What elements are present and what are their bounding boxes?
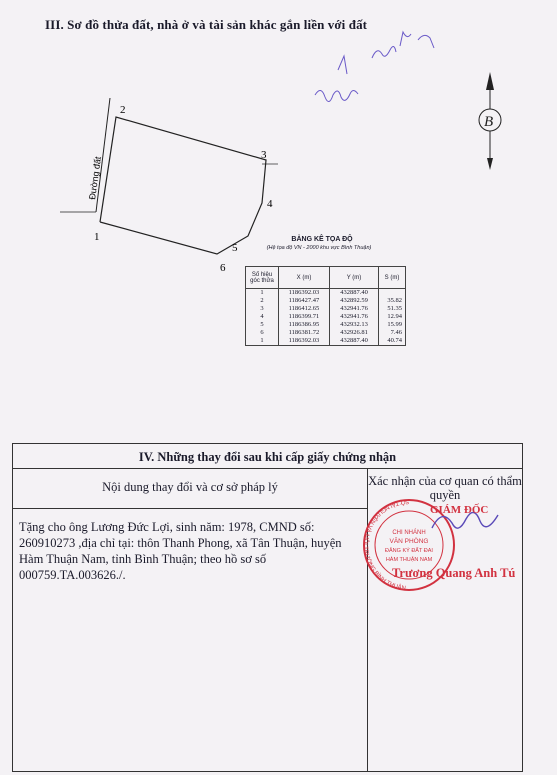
point-label-6: 6 <box>220 262 226 274</box>
stamp-ring-text: SỞ TÀI NGUYÊN VÀ MÔI TRƯỜNG BÌNH THUẬN <box>362 497 410 592</box>
row-y: 432932.13 <box>330 321 379 329</box>
table-row <box>246 297 406 305</box>
row-x: 1186392.03 <box>279 337 330 346</box>
coord-table-caption <box>262 236 382 251</box>
table-row <box>246 313 406 321</box>
confirmation-column-header: Xác nhận của cơ quan có thẩm quyền <box>368 474 522 502</box>
row-y: 432941.76 <box>330 313 379 321</box>
coord-table-subtitle: (Hệ tọa độ VN - 2000 khu vực Bình Thuận) <box>266 245 372 251</box>
table-row <box>246 337 406 346</box>
row-id: 3 <box>246 305 279 313</box>
road-label: Đường đất <box>87 155 104 201</box>
row-id: 1 <box>246 289 279 298</box>
row-s: 7.46 <box>379 329 406 337</box>
row-s: 12.94 <box>379 313 406 321</box>
row-s: 40.74 <box>379 337 406 346</box>
table-row <box>246 305 406 313</box>
stamp-line-1: CHI NHÁNH <box>392 530 426 536</box>
row-x: 1186412.65 <box>279 305 330 313</box>
coord-header-s: S (m) <box>379 267 406 289</box>
change-content: Tặng cho ông Lương Đức Lợi, sinh năm: 1978, CMND số: 260910273 ,địa chỉ tại: thôn Thanh Phong, xã Tân Thuận, huyện Hàm Thuận Nam, tỉnh Bình Thuận; theo hồ sơ số 000759.TA.003626./. <box>19 520 342 582</box>
row-id: 4 <box>246 313 279 321</box>
changes-column-header: Nội dung thay đổi và cơ sở pháp lý <box>102 480 278 494</box>
table-row <box>246 321 406 329</box>
stamp-line-4: HÀM THUẬN NAM <box>385 557 433 563</box>
row-x: 1186392.03 <box>279 289 330 298</box>
signer-name: Trương Quang Anh Tú <box>392 566 516 580</box>
coord-table <box>245 266 406 346</box>
coord-header-id: Số hiệu góc thửa <box>246 267 279 289</box>
coord-header-y: Y (m) <box>330 267 379 289</box>
coord-table-title: BẢNG KÊ TỌA ĐỘ <box>291 236 353 243</box>
table-row <box>246 329 406 337</box>
row-id: 2 <box>246 297 279 305</box>
point-label-3: 3 <box>261 149 267 161</box>
row-y: 432887.40 <box>330 337 379 346</box>
row-id: 6 <box>246 329 279 337</box>
point-label-4: 4 <box>267 198 273 210</box>
compass-letter: B <box>484 114 494 130</box>
point-label-5: 5 <box>232 242 238 254</box>
row-s: 51.35 <box>379 305 406 313</box>
handwritten-note <box>315 32 434 102</box>
row-s <box>379 289 406 298</box>
row-s: 15.99 <box>379 321 406 329</box>
road <box>60 98 110 212</box>
section4-title: IV. Những thay đổi sau khi cấp giấy chứng nhận <box>13 444 522 469</box>
coord-header-x: X (m) <box>279 267 330 289</box>
row-x: 1186381.72 <box>279 329 330 337</box>
row-id: 1 <box>246 337 279 346</box>
point-label-1: 1 <box>94 231 100 243</box>
header-row-line <box>13 508 367 509</box>
compass-icon <box>479 72 501 170</box>
row-id: 5 <box>246 321 279 329</box>
stamp-line-3: ĐĂNG KÝ ĐẤT ĐAI <box>385 548 433 554</box>
row-y: 432887.40 <box>330 289 379 298</box>
section3-title: III. Sơ đồ thửa đất, nhà ở và tài sản khác gắn liền với đất <box>45 17 368 32</box>
row-y: 432926.81 <box>330 329 379 337</box>
table-row <box>246 289 406 298</box>
stamp-line-2: VĂN PHÒNG <box>389 538 429 545</box>
row-y: 432941.76 <box>330 305 379 313</box>
director-title: GIÁM ĐỐC <box>430 504 489 516</box>
row-y: 432892.59 <box>330 297 379 305</box>
row-x: 1186386.95 <box>279 321 330 329</box>
parcel-boundary <box>100 117 266 254</box>
row-x: 1186427.47 <box>279 297 330 305</box>
row-s: 35.82 <box>379 297 406 305</box>
point-label-2: 2 <box>120 104 126 116</box>
row-x: 1186399.71 <box>279 313 330 321</box>
